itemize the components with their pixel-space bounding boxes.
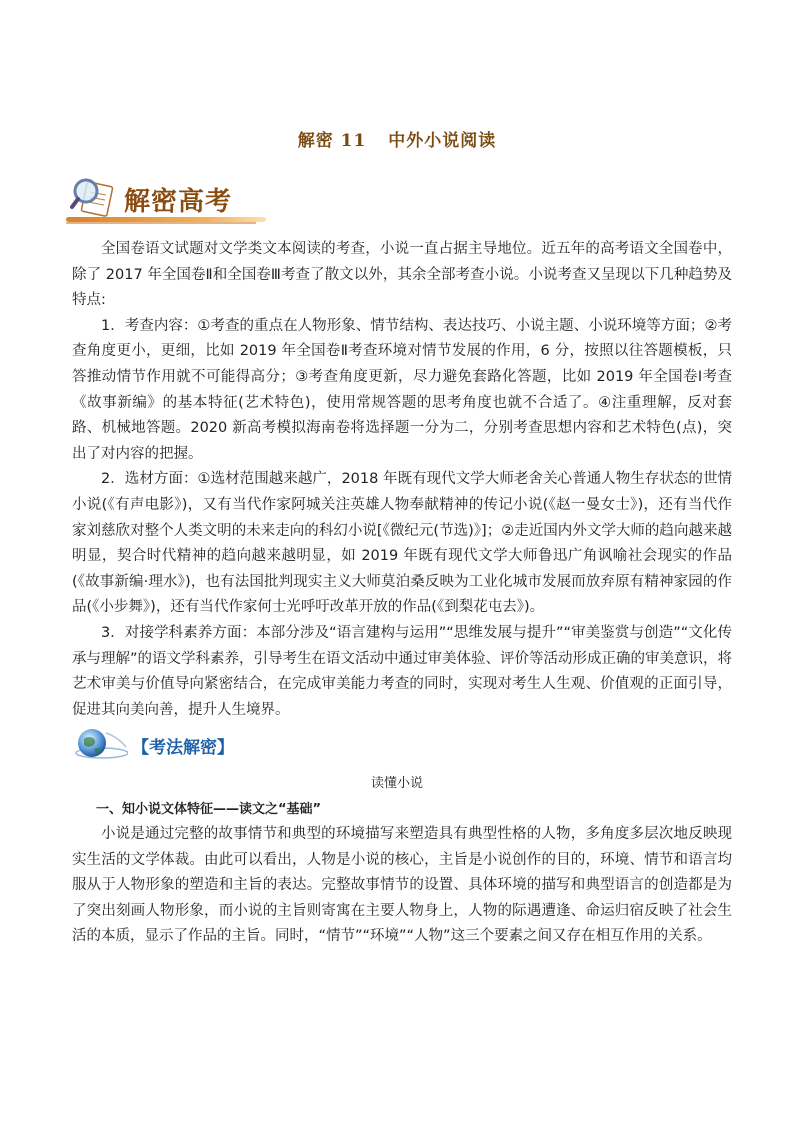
section-banner-exam <box>66 170 266 230</box>
point-body-section <box>72 822 732 950</box>
banner-label: 解密高考 <box>124 187 233 217</box>
title-part1: 解密 11 <box>297 131 367 151</box>
list-item: 3．对接学科素养方面：本部分涉及“语言建构与运用”“思维发展与提升”“审美鉴赏与创造”“文化传承与理解”的语文学科素养，引导考生在语文活动中通过审美体验、评价等活动形成正确的审美意识，将艺术审美与价值导向紧密结合，在完成审美能力考查的同时，实现对考生人生观、价值观的正面引导，促进其向美向善，提升人生境界。 <box>72 624 733 718</box>
point-heading: 一、知小说文体特征——读文之“基础” <box>96 802 322 817</box>
point-body-paragraph: 小说是通过完整的故事情节和典型的环境描写来塑造具有典型性格的人物，多角度多层次地反映现实生活的文学体裁。由此可以看出，人物是小说的核心，主旨是小说创作的目的，环境、情节和语言均服从于人物形象的塑造和主旨的表达。完整故事情节的设置、具体环境的描写和典型语言的创造都是为了突出刻画人物形象，而小说的主旨则寄寓在主要人物身上，人物的际遇遭逢、命运归宿反映了社会生活的本质，显示了作品的主旨。同时，“情节”“环境”“人物”这三个要素之间又存在相互作用的关系。 <box>72 826 732 945</box>
globe-icon <box>72 723 128 763</box>
title-part2: 中外小说阅读 <box>388 131 497 151</box>
page-title <box>0 126 794 151</box>
list-item: 1．考查内容：①考查的重点在人物形象、情节结构、表达技巧、小说主题、小说环境等方面；②考查角度更小，更细，比如 2019 年全国卷Ⅱ考查环境对情节发展的作用，6 分，按照以往答题模板，只答推动情节作用就不可能得高分；③考查角度更新，尽力避免套路化答题，比如 2019 年全国卷Ⅰ考查《故事新编》的基本特征(艺术特色)，使用常规答题的思考角度也就不合适了。④注重理解，反对套路、机械地答题。2020 新高考模拟海南卷将选择题一分为二，分别考查思想内容和艺术特色(点)，突出了对内容的把握。 <box>72 317 732 462</box>
magnifier-document-icon <box>70 174 116 220</box>
list-item: 2．选材方面：①选材范围越来越广，2018 年既有现代文学大师老舍关心普通人物生存状态的世情小说(《有声电影》)，又有当代作家阿城关注英雄人物奉献精神的传记小说(《赵一曼女士》)，还有当代作家刘慈欣对整个人类文明的未来走向的科幻小说[《微纪元(节选)》]；②走近国内外文学大师的趋向越来越明显，契合时代精神的趋向越来越明显，如 2019 年既有现代文学大师鲁迅广角讽喻社会现实的作品(《故事新编·理水》)，也有法国批判现实主义大师莫泊桑反映为工业化城市发展而放弃原有精神家园的作品(《小步舞》)，还有当代作家何士光呼吁改革开放的作品(《到梨花屯去》)。 <box>72 471 732 616</box>
intro-paragraph: 全国卷语文试题对文学类文本阅读的考查，小说一直占据主导地位。近五年的高考语文全国卷中，除了 2017 年全国卷Ⅱ和全国卷Ⅲ考查了散文以外，其余全部考查小说。小说考查又呈现以下几种趋势及特点: <box>72 241 732 309</box>
section-banner-methods <box>72 723 272 763</box>
subheading: 读懂小说 <box>370 776 423 791</box>
banner-underline-shadow <box>66 222 256 224</box>
exam-analysis-section <box>72 237 732 723</box>
banner-label: 【考法解密】 <box>132 738 234 758</box>
